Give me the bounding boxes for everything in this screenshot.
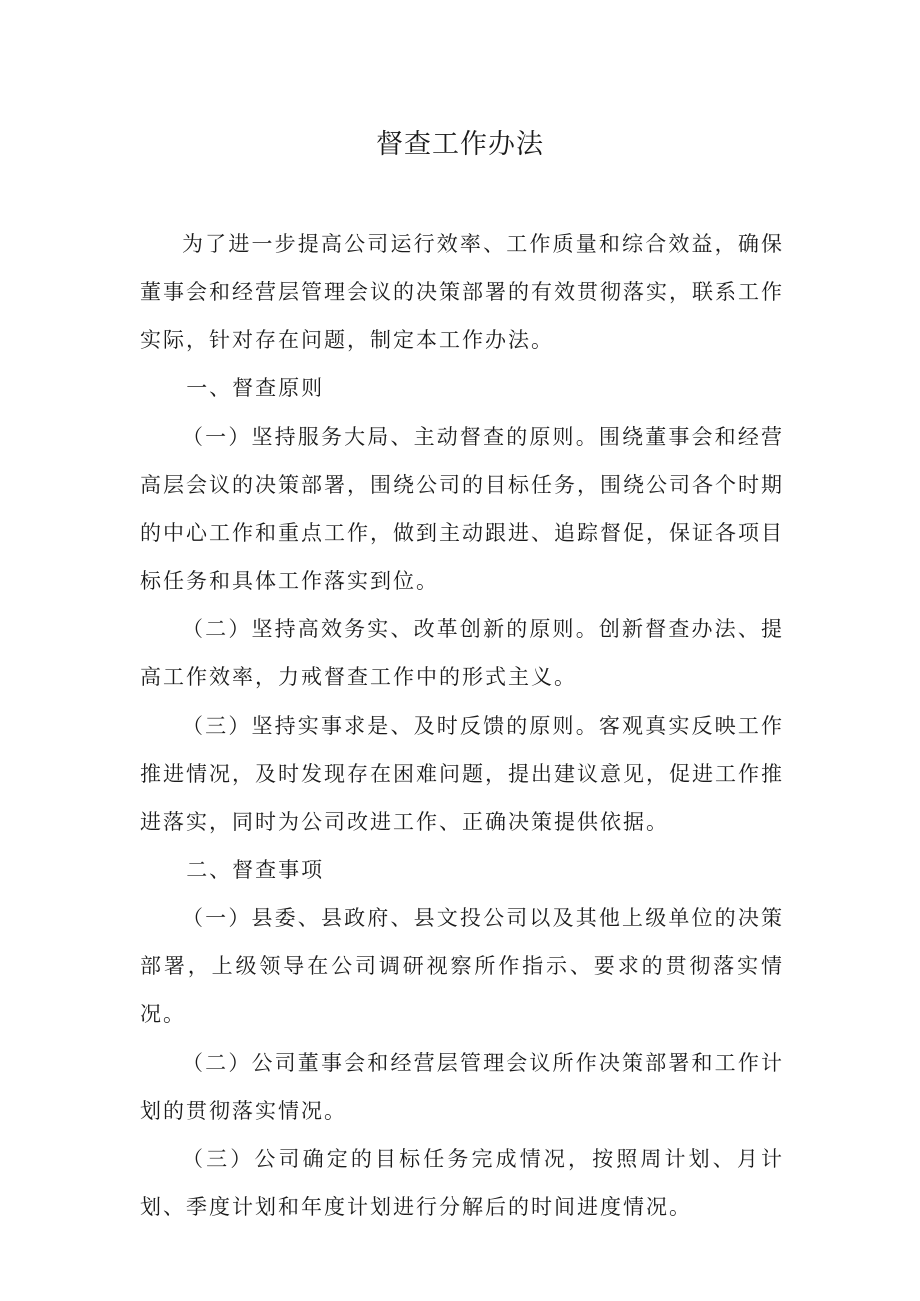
- principle-paragraph-2: （二）坚持高效务实、改革创新的原则。创新督查办法、提高工作效率，力戒督查工作中的形式主义。: [140, 617, 784, 690]
- document-title: 督查工作办法: [376, 129, 544, 160]
- principle-paragraph-1: （一）坚持服务大局、主动督查的原则。围绕董事会和经营高层会议的决策部署，围绕公司的目标任务，围绕公司各个时期的中心工作和重点工作，做到主动跟进、追踪督促，保证各项目标任务和具体工作落实到位。: [140, 424, 784, 593]
- matter-paragraph-2: （二）公司董事会和经营层管理会议所作决策部署和工作计划的贯彻落实情况。: [140, 1050, 784, 1123]
- section-heading-principles: 一、督查原则: [186, 376, 325, 401]
- intro-paragraph: 为了进一步提高公司运行效率、工作质量和综合效益，确保董事会和经营层管理会议的决策部署的有效贯彻落实，联系工作实际，针对存在问题，制定本工作办法。: [140, 232, 784, 352]
- matter-paragraph-3: （三）公司确定的目标任务完成情况，按照周计划、月计划、季度计划和年度计划进行分解后的时间进度情况。: [140, 1147, 784, 1220]
- matter-paragraph-1: （一）县委、县政府、县文投公司以及其他上级单位的决策部署，上级领导在公司调研视察所作指示、要求的贯彻落实情况。: [140, 906, 784, 1027]
- section-heading-matters: 二、督查事项: [186, 857, 325, 882]
- principle-paragraph-3: （三）坚持实事求是、及时反馈的原则。客观真实反映工作推进情况，及时发现存在困难问题，提出建议意见，促进工作推进落实，同时为公司改进工作、正确决策提供依据。: [140, 713, 784, 834]
- document-body: [140, 220, 784, 1232]
